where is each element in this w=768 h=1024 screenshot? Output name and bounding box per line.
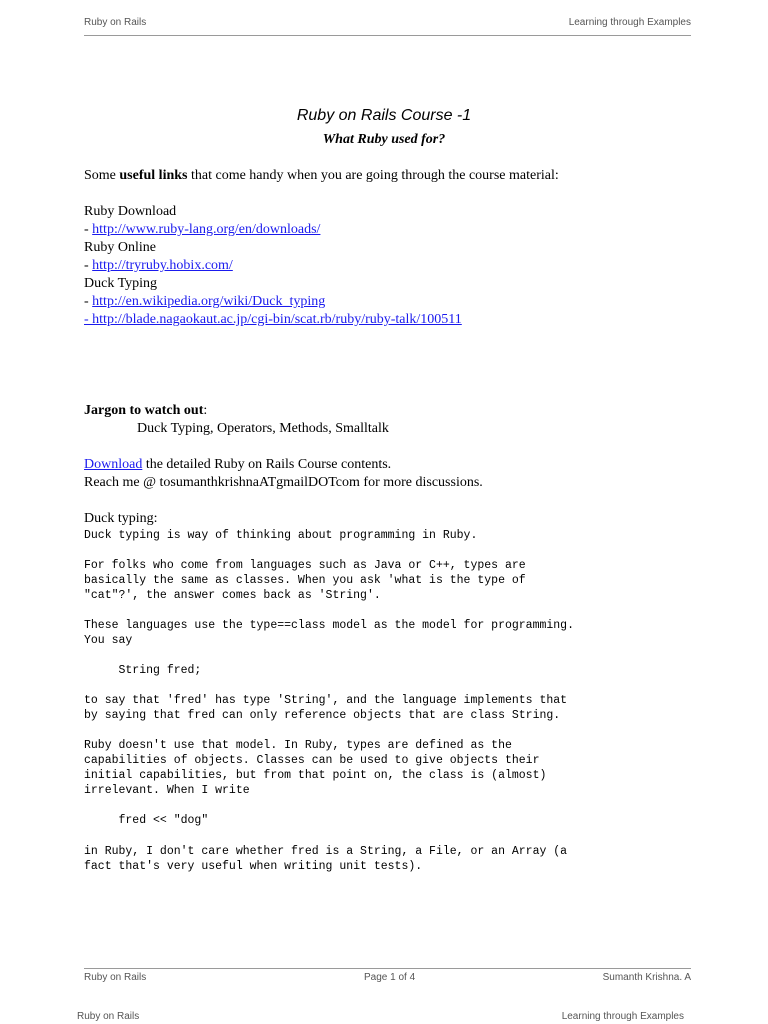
- footer-right: Sumanth Krishna. A: [602, 972, 691, 983]
- ruby-online-label: Ruby Online: [84, 240, 156, 255]
- ruby-online-line: [84, 257, 233, 275]
- header-left: Ruby on Rails: [84, 17, 147, 28]
- ruby-download-link[interactable]: http://www.ruby-lang.org/en/downloads/: [92, 222, 321, 237]
- jargon-heading: [84, 402, 207, 420]
- duck-typing-p1: Duck typing is way of thinking about programming in Ruby.: [84, 529, 478, 542]
- contact-line: Reach me @ tosumanthkrishnaATgmailDOTcom for more discussions.: [84, 475, 483, 490]
- duck-typing-p3: These languages use the type==class model as the model for programming. You say: [84, 619, 574, 647]
- duck-typing-line-2: [84, 311, 462, 329]
- download-line: [84, 456, 391, 474]
- download-link[interactable]: Download: [84, 457, 143, 472]
- ruby-talk-link[interactable]: - http://blade.nagaokaut.ac.jp/cgi-bin/scat.rb/ruby/ruby-talk/100511: [84, 312, 462, 327]
- ruby-download-line: [84, 221, 320, 239]
- duck-typing-label: Duck Typing: [84, 276, 158, 291]
- page-number: Page 1 of 4: [364, 972, 416, 983]
- dash: -: [84, 294, 93, 309]
- intro-before: Some: [84, 168, 120, 183]
- code-string-fred: String fred;: [84, 664, 202, 677]
- duck-typing-p4: to say that 'fred' has type 'String', and the language implements that by saying that fred can only reference objects that are class String.: [84, 694, 568, 722]
- duck-typing-heading: Duck typing:: [84, 511, 158, 526]
- jargon-colon: :: [203, 403, 208, 418]
- intro-paragraph: [84, 167, 559, 185]
- footer-left: Ruby on Rails: [84, 972, 147, 983]
- header-right: Learning through Examples: [568, 17, 691, 28]
- intro-bold: useful links: [119, 168, 188, 183]
- download-text: the detailed Ruby on Rails Course contents.: [142, 457, 392, 472]
- intro-after: that come handy when you are going through the course material:: [187, 168, 559, 183]
- next-header-right: Learning through Examples: [561, 1011, 684, 1022]
- duck-typing-line-1: [84, 293, 325, 311]
- code-fred-dog: fred << "dog": [84, 814, 209, 827]
- page-title: Ruby on Rails Course -1: [296, 107, 472, 124]
- jargon-terms: Duck Typing, Operators, Methods, Smalltalk: [137, 421, 389, 436]
- dash: -: [84, 222, 93, 237]
- ruby-download-label: Ruby Download: [84, 204, 177, 219]
- next-header-left: Ruby on Rails: [77, 1011, 140, 1022]
- page-subtitle: What Ruby used for?: [322, 132, 446, 147]
- jargon-label: Jargon to watch out: [84, 403, 204, 418]
- footer-rule: [84, 968, 691, 969]
- dash: -: [84, 258, 93, 273]
- duck-typing-wiki-link[interactable]: http://en.wikipedia.org/wiki/Duck_typing: [92, 294, 326, 309]
- duck-typing-p6: in Ruby, I don't care whether fred is a String, a File, or an Array (a fact that's very useful when writing unit tests).: [84, 845, 568, 873]
- duck-typing-p2: For folks who come from languages such as Java or C++, types are basically the same as classes. When you ask 'what is the type of "cat"?', the answer comes back as 'String'.: [84, 559, 526, 602]
- ruby-online-link[interactable]: http://tryruby.hobix.com/: [92, 258, 233, 273]
- header-rule: [84, 35, 691, 36]
- duck-typing-p5: Ruby doesn't use that model. In Ruby, types are defined as the capabilities of objects. Classes can be used to give objects their initial capabilities, but from that point on, the class is (almost) irrelevant. When I write: [84, 739, 547, 797]
